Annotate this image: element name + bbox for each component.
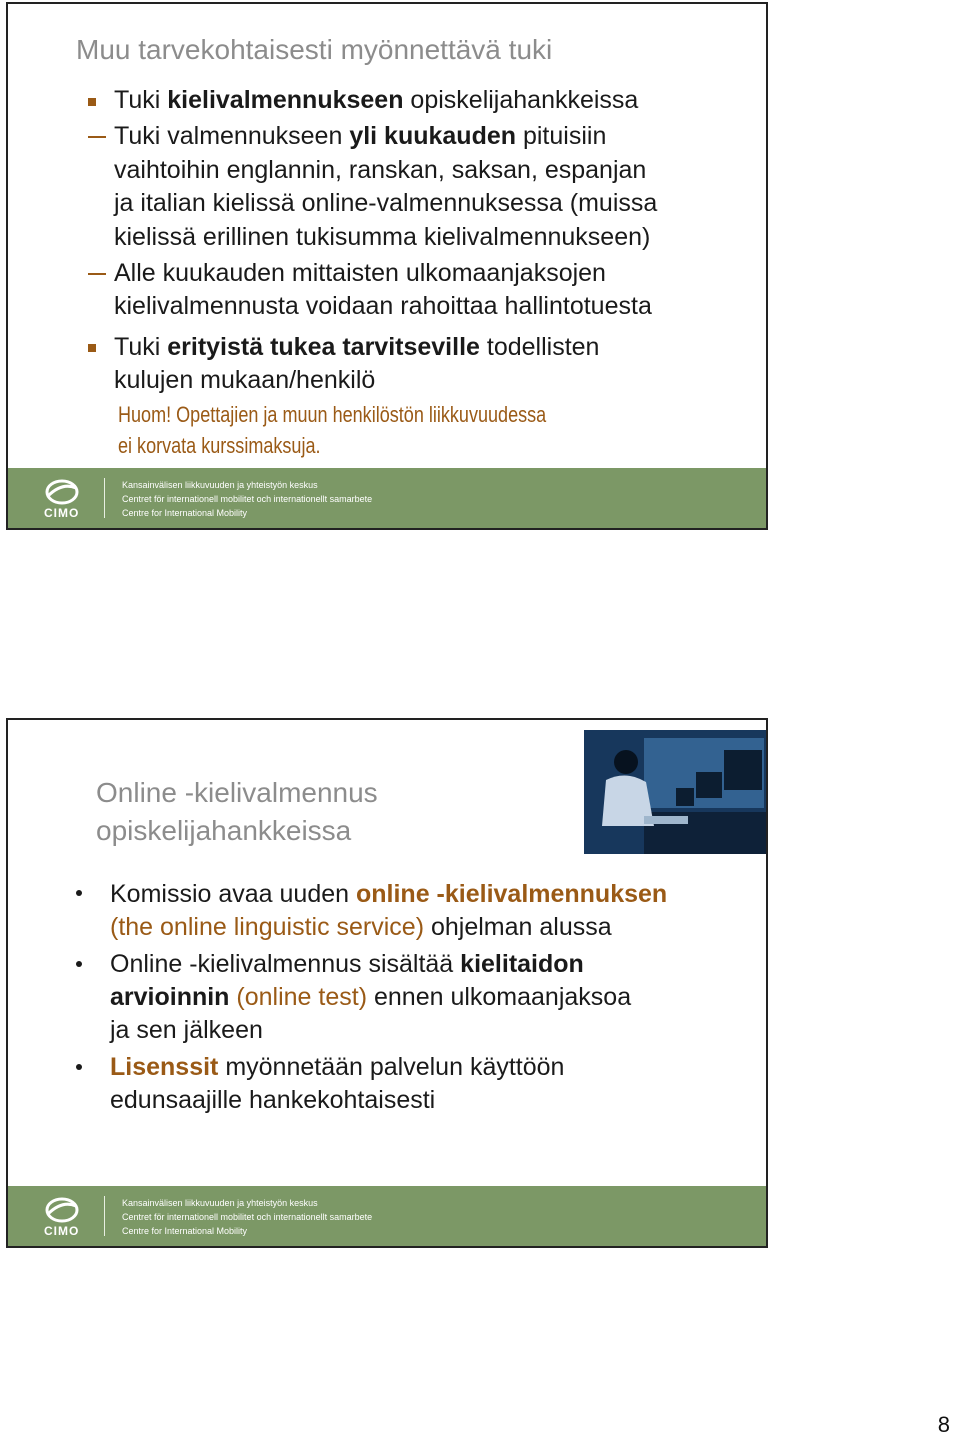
bullet-line: edunsaajille hankekohtaisesti [110,1086,436,1114]
bullet-line: (the online linguistic service) ohjelman alussa [110,913,612,941]
bullet-dot-icon [76,890,82,896]
bullet-line: Online -kielivalmennus sisältää kielitaidon [110,950,584,978]
bullet-line: Lisenssit myönnetään palvelun käyttöön [110,1053,565,1081]
bullet-dot-icon [76,961,82,967]
photo-illustration [584,730,768,854]
slide-footer [8,1186,766,1246]
sub-bullet-line: vaihtoihin englannin, ranskan, saksan, espanjan [114,156,647,184]
bullet-line: kulujen mukaan/henkilö [114,366,376,394]
org-name-fi: Kansainvälisen liikkuvuuden ja yhteistyön keskus [122,480,318,490]
cimo-logo-icon [42,478,82,506]
sub-bullet-line: kielissä erillinen tukisumma kielivalmennukseen) [114,223,651,251]
sub-bullet-line: Tuki valmennukseen yli kuukauden pituisiin [114,122,607,150]
square-bullet-icon [88,98,96,106]
footer-divider [104,1196,105,1236]
sub-bullet-line: Alle kuukauden mittaisten ulkomaanjaksojen [114,259,606,287]
sub-bullet-line: kielivalmennusta voidaan rahoittaa hallintotuesta [114,292,652,320]
note-text: Huom! Opettajien ja muun henkilöstön liikkuvuudessa [118,402,547,427]
org-name-sv: Centret för internationell mobilitet och internationellt samarbete [122,494,373,504]
bullet-line: Tuki erityistä tukea tarvitseville todellisten [114,333,600,361]
slide-2 [6,718,768,1248]
cimo-logo-icon [42,1196,82,1224]
org-name-en: Centre for International Mobility [122,508,248,518]
dash-bullet-icon [88,273,106,275]
slide-footer [8,468,766,528]
bullet-dot-icon [76,1064,82,1070]
org-name-fi: Kansainvälisen liikkuvuuden ja yhteistyön keskus [122,1198,318,1208]
slide-1-title: Muu tarvekohtaisesti myönnettävä tuki [76,34,553,65]
footer-divider [104,478,105,518]
bullet-line: arvioinnin (online test) ennen ulkomaanjaksoa [110,983,632,1011]
bullet-line: Komissio avaa uuden online -kielivalmennuksen [110,880,668,908]
bullet-line: Tuki kielivalmennukseen opiskelijahankkeissa [114,86,639,114]
dash-bullet-icon [88,136,106,138]
photo-woman-at-computer [584,730,768,854]
logo-text: CIMO [44,506,80,520]
org-name-sv: Centret för internationell mobilitet och internationellt samarbete [122,1212,373,1222]
note-text: ei korvata kurssimaksuja. [118,433,321,458]
square-bullet-icon [88,344,96,352]
org-name-en: Centre for International Mobility [122,1226,248,1236]
bullet-line: ja sen jälkeen [110,1016,263,1044]
slide-1 [6,2,768,530]
sub-bullet-line: ja italian kielissä online-valmennuksessa (muissa [114,189,658,217]
slide-2-title: Online -kielivalmennus opiskelijahankkeissa [96,777,378,846]
page-number: 8 [937,1412,950,1437]
logo-text: CIMO [44,1224,80,1238]
